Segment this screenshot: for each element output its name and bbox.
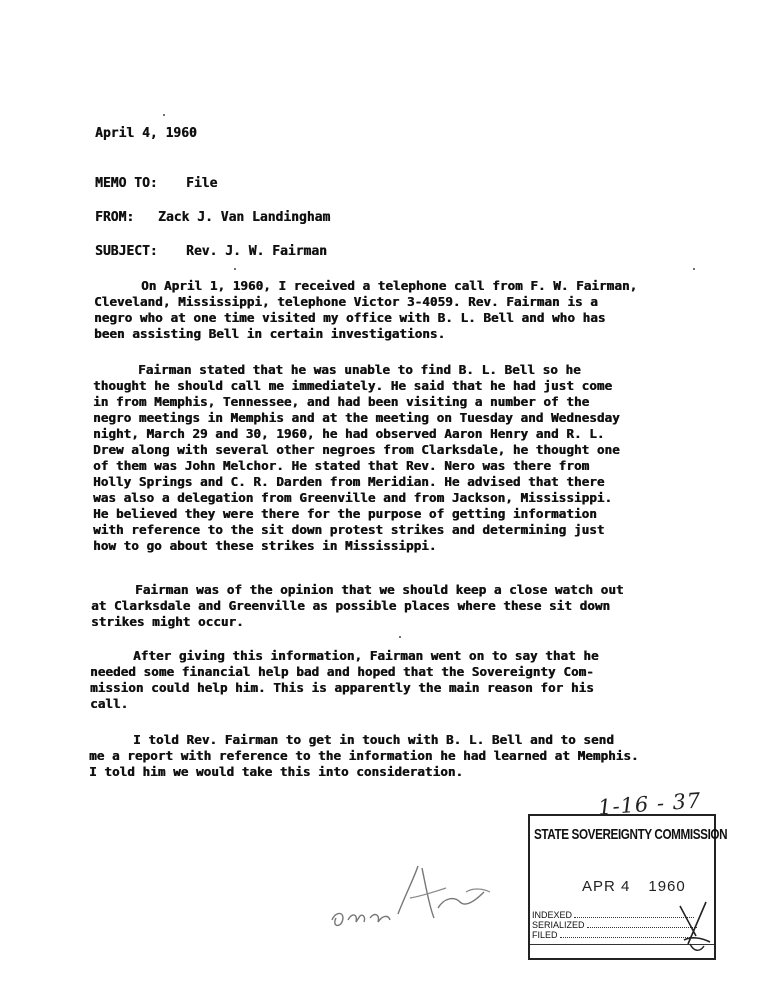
memo-from-label: FROM: [95,210,135,225]
paragraph-line: On April 1, 1960, I received a telephone call from F. W. Fairman, [141,278,638,293]
paragraph-line: night, March 29 and 30, 1960, he had observed Aaron Henry and R. L. [93,426,605,441]
paragraph-line: call. [90,696,129,711]
paragraph-line: I told him we would take this into consideration. [89,764,463,779]
stamp-date [582,878,686,895]
paragraph-line: negro meetings in Memphis and at the meeting on Tuesday and Wednesday [93,410,620,425]
paragraph-line: me a report with reference to the information he had learned at Memphis. [89,748,639,763]
paragraph-line: needed some financial help bad and hoped that the Sovereignty Com- [90,664,594,679]
paragraph-line: been assisting Bell in certain investigations. [94,326,446,341]
memo-subject-label: SUBJECT: [95,244,158,259]
paragraph-line: in from Memphis, Tennessee, and had been visiting a number of the [93,394,590,409]
paragraph-line: thought he should call me immediately. He said that he had just come [93,378,612,393]
paragraph-line: Cleveland, Mississippi, telephone Victor 3-4059. Rev. Fairman is a [94,294,598,309]
paragraph-line: at Clarksdale and Greenville as possible places where these sit down [91,598,610,613]
scan-speck [693,268,695,270]
paragraph-line: Fairman stated that he was unable to find B. L. Bell so he [138,362,581,377]
paragraph-line: of them was John Melchor. He stated that Rev. Nero was there from [93,458,590,473]
stamp-title: STATE SOVEREIGNTY COMMISSION [534,826,728,843]
handwritten-signature [326,858,506,938]
stamp-year: 1960 [648,878,686,895]
memo-date: April 4, 1960 [95,126,197,141]
handwritten-file-number: 1-16 - 37 [597,788,703,820]
paragraph-line: Holly Springs and C. R. Darden from Meridian. He advised that there [93,474,605,489]
stamp-field-label: SERIALIZED [532,920,585,930]
paragraph-line: was also a delegation from Greenville and from Jackson, Mississippi. [93,490,612,505]
memo-to-value: File [186,176,218,191]
memo-to-label: MEMO TO: [95,176,158,191]
paragraph-line: Fairman was of the opinion that we should keep a close watch out [135,582,624,597]
paragraph-line: negro who at one time visited my office with B. L. Bell and who has [94,310,606,325]
stamp-initials-mark [676,896,714,956]
scan-speck [234,268,236,270]
memo-from-value: Zack J. Van Landingham [158,210,331,225]
scan-speck [163,114,165,116]
scan-speck [399,636,401,638]
paragraph-line: He believed they were there for the purpose of getting information [93,506,597,521]
stamp-field-label: INDEXED [532,910,573,920]
paragraph-line: Drew along with several other negroes from Clarksdale, he thought one [93,442,620,457]
paragraph-line: mission could help him. This is apparently the main reason for his [90,680,594,695]
stamp-month-day: APR 4 [582,878,631,895]
paragraph-line: strikes might occur. [91,614,244,629]
memo-subject-value: Rev. J. W. Fairman [186,244,327,259]
paragraph-line: how to go about these strikes in Mississippi. [93,538,437,553]
stamp-field-label: FILED [532,930,558,940]
received-stamp [528,814,728,960]
paragraph-line: I told Rev. Fairman to get in touch with B. L. Bell and to send [133,732,614,747]
paragraph-line: After giving this information, Fairman went on to say that he [133,648,599,663]
paragraph-line: with reference to the sit down protest strikes and determining just [93,522,605,537]
